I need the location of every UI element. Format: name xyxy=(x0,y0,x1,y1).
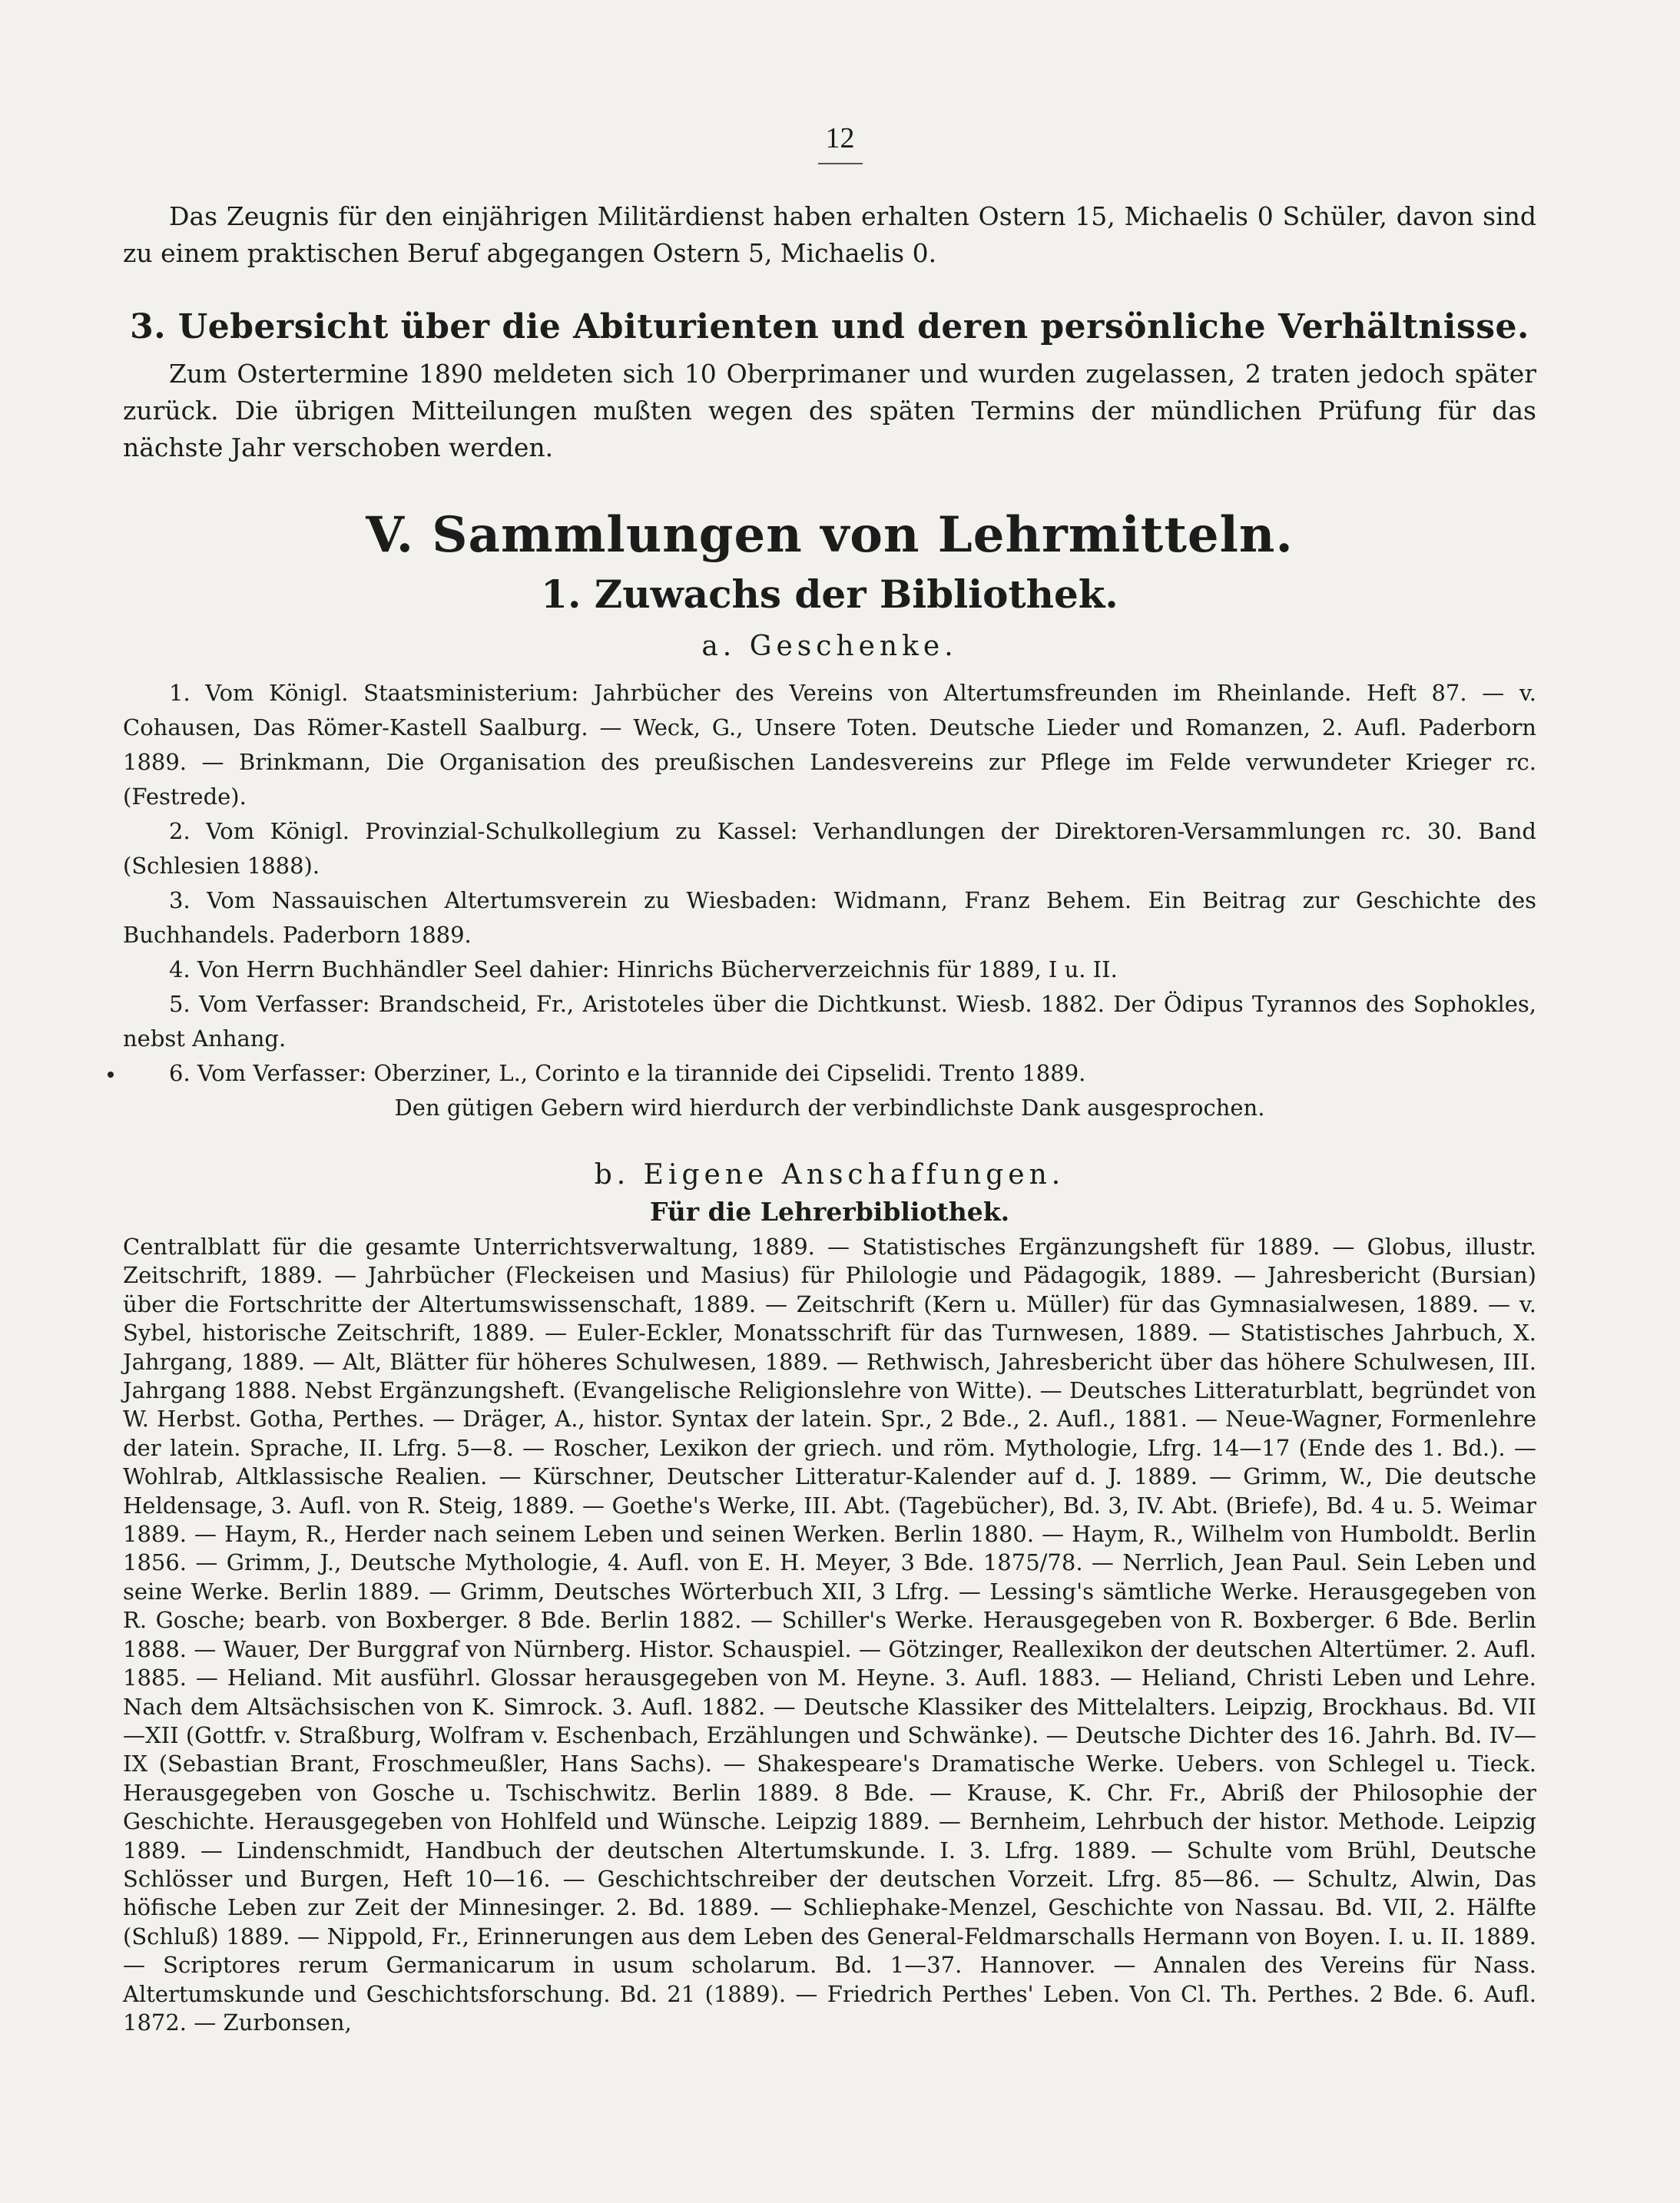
purchases-heading: b. Eigene Anschaffungen. xyxy=(594,1159,1065,1191)
page-number-wrap xyxy=(0,121,1680,164)
page-body xyxy=(123,198,1536,2037)
gift-item: 3. Vom Nassauischen Altertumsverein zu Wiesbaden: Widmann, Franz Behem. Ein Beitrag zur Geschichte des Buchhandels. Paderborn 1889. xyxy=(123,887,1536,948)
margin-dot xyxy=(108,1072,114,1078)
purchases-list xyxy=(123,1233,1536,2037)
purchases-paragraph: Centralblatt für die gesamte Unterrichtsverwaltung, 1889. — Statistisches Ergänzungsheft für 1889. — Globus, illustr. Zeitschrift, 1889. — Jahrbücher (Fleckeisen und Masius) für Philologie und Pädagogik, 1889. — Jahresbericht (Bursian) über die Fortschritte der Altertumswissenschaft, 1889. — Zeitschrift (Kern u. Müller) für das Gymnasialwesen, 1889. — v. Sybel, historische Zeitschrift, 1889. — Euler-Eckler, Monatsschrift für das Turnwesen, 1889. — Statistisches Jahrbuch, X. Jahrgang, 1889. — Alt, Blätter für höheres Schulwesen, 1889. — Rethwisch, Jahresbericht über das höhere Schulwesen, III. Jahrgang 1888. Nebst Ergänzungsheft. (Evangelische Religionslehre von Witte). — Deutsches Litteraturblatt, begründet von W. Herbst. Gotha, Perthes. — Dräger, A., histor. Syntax der latein. Spr., 2 Bde., 2. Aufl., 1881. — Neue-Wagner, Formenlehre der latein. Sprache, II. Lfrg. 5—8. — Roscher, Lexikon der griech. und röm. Mythologie, Lfrg. 14—17 (Ende des 1. Bd.). — Wohlrab, Altklassische Realien. — Kürschner, Deutscher Litteratur-Kalender auf d. J. 1889. — Grimm, W., Die deutsche Heldensage, 3. Aufl. von R. Steig, 1889. — Goethe's Werke, III. Abt. (Tagebücher), Bd. 3, IV. Abt. (Briefe), Bd. 4 u. 5. Weimar 1889. — Haym, R., Herder nach seinem Leben und seinen Werken. Berlin 1880. — Haym, R., Wilhelm von Humboldt. Berlin 1856. — Grimm, J., Deutsche Mythologie, 4. Aufl. von E. H. Meyer, 3 Bde. 1875/78. — Nerrlich, Jean Paul. Sein Leben und seine Werke. Berlin 1889. — Grimm, Deutsches Wörterbuch XII, 3 Lfrg. — Lessing's sämtliche Werke. Herausgegeben von R. Gosche; bearb. von Boxberger. 8 Bde. Berlin 1882. — Schiller's Werke. Herausgegeben von R. Boxberger. 6 Bde. Berlin 1888. — Wauer, Der Burggraf von Nürnberg. Histor. Schauspiel. — Götzinger, Reallexikon der deutschen Altertümer. 2. Aufl. 1885. — Heliand. Mit ausführl. Glossar herausgegeben von M. Heyne. 3. Aufl. 1883. — Heliand, Christi Leben und Lehre. Nach dem Altsächsischen von K. Simrock. 3. Aufl. 1882. — Deutsche Klassiker des Mittelalters. Leipzig, Brockhaus. Bd. VII—XII (Gottfr. v. Straßburg, Wolfram v. Eschenbach, Erzählungen und Schwänke). — Deutsche Dichter des 16. Jahrh. Bd. IV—IX (Sebastian Brant, Froschmeußler, Hans Sachs). — Shakespeare's Dramatische Werke. Uebers. von Schlegel u. Tieck. Herausgegeben von Gosche u. Tschischwitz. Berlin 1889. 8 Bde. — Krause, K. Chr. Fr., Abriß der Philosophie der Geschichte. Herausgegeben von Hohlfeld und Wünsche. Leipzig 1889. — Bernheim, Lehrbuch der histor. Methode. Leipzig 1889. — Lindenschmidt, Handbuch der deutschen Altertumskunde. I. 3. Lfrg. 1889. — Schulte vom Brühl, Deutsche Schlösser und Burgen, Heft 10—16. — Geschichtschreiber der deutschen Vorzeit. Lfrg. 85—86. — Schultz, Alwin, Das höfische Leben zur Zeit der Minnesinger. 2. Bd. 1889. — Schliephake-Menzel, Geschichte von Nassau. Bd. VII, 2. Hälfte (Schluß) 1889. — Nippold, Fr., Erinnerungen aus dem Leben des General-Feldmarschalls Hermann von Boyen. I. u. II. 1889. — Scriptores rerum Germanicarum in usum scholarum. Bd. 1—37. Hannover. — Annalen des Vereins für Nass. Altertumskunde und Geschichtsforschung. Bd. 21 (1889). — Friedrich Perthes' Leben. Von Cl. Th. Perthes. 2 Bde. 6. Aufl. 1872. — Zurbonsen, xyxy=(123,1234,1536,2036)
gift-item: 4. Von Herrn Buchhändler Seel dahier: Hinrichs Bücherverzeichnis für 1889, I u. II. xyxy=(169,956,1118,982)
gift-item: 2. Vom Königl. Provinzial-Schulkollegium zu Kassel: Verhandlungen der Direktoren-Versammlungen rc. 30. Band (Schlesien 1888). xyxy=(123,818,1536,879)
teachers-library-heading: Für die Lehrerbibliothek. xyxy=(649,1197,1010,1227)
gift-item: 1. Vom Königl. Staatsministerium: Jahrbücher des Vereins von Altertumsfreunden im Rheinlande. Heft 87. — v. Cohausen, Das Römer-Kastell Saalburg. — Weck, G., Unsere Toten. Deutsche Lieder und Romanzen, 2. Aufl. Paderborn 1889. — Brinkmann, Die Organisation des preußischen Landesvereins zur Pflege im Felde verwundeter Krieger rc. (Festrede). xyxy=(123,680,1536,810)
section-3-paragraph: Zum Ostertermine 1890 meldeten sich 10 Oberprimaner und wurden zugelassen, 2 traten jedoch später zurück. Die übrigen Mitteilungen mußten wegen des späten Termins der mündlichen Prüfung für das nächste Jahr verschoben werden. xyxy=(123,359,1536,462)
thanks-line: Den gütigen Gebern wird hierdurch der verbindlichste Dank ausgesprochen. xyxy=(394,1095,1265,1121)
gifts-heading: a. Geschenke. xyxy=(701,631,958,662)
library-growth-heading: 1. Zuwachs der Bibliothek. xyxy=(541,571,1118,617)
section-v-heading: V. Sammlungen von Lehrmitteln. xyxy=(366,506,1294,564)
gifts-list xyxy=(123,676,1536,1125)
section-3-heading: 3. Uebersicht über die Abiturienten und deren persönliche Verhältnisse. xyxy=(130,307,1529,346)
page-number: 12 xyxy=(818,121,863,164)
intro-paragraph: Das Zeugnis für den einjährigen Militärdienst haben erhalten Ostern 15, Michaelis 0 Schüler, davon sind zu einem praktischen Beruf abgegangen Ostern 5, Michaelis 0. xyxy=(123,201,1536,268)
gift-item: 6. Vom Verfasser: Oberziner, L., Corinto e la tirannide dei Cipselidi. Trento 1889. xyxy=(169,1060,1086,1086)
gift-item: 5. Vom Verfasser: Brandscheid, Fr., Aristoteles über die Dichtkunst. Wiesb. 1882. Der Ödipus Tyrannos des Sophokles, nebst Anhang. xyxy=(123,991,1536,1052)
